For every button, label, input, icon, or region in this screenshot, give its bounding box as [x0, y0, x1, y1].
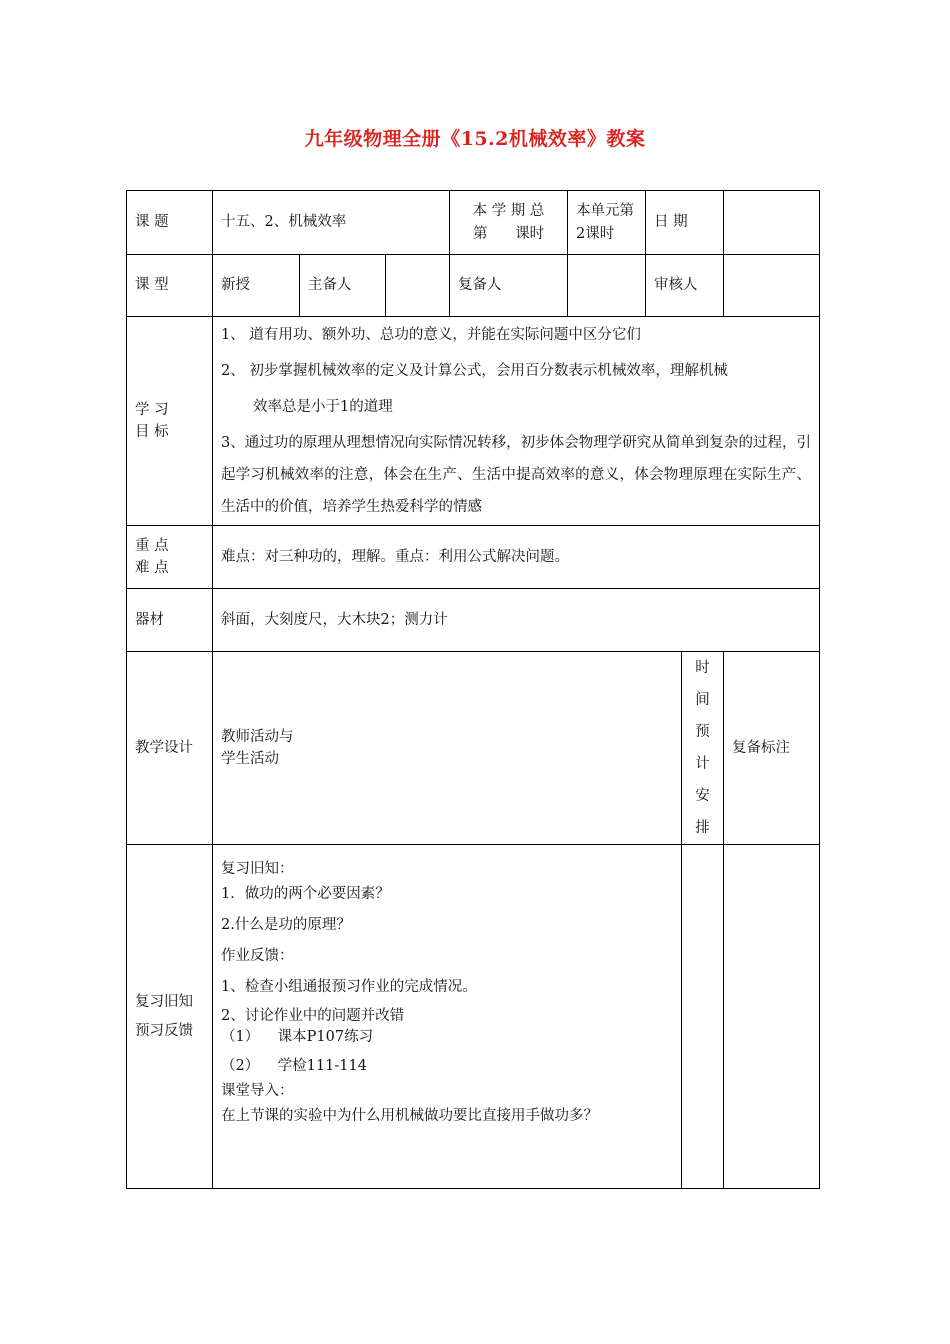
review-line: 2、讨论作业中的问题并改错 [221, 1008, 405, 1024]
label-lesson-type: 课 型 [127, 255, 213, 317]
goal-1: 1、 道有用功、额外功、总功的意义，并能在实际问题中区分它们 [221, 327, 641, 343]
reviewer-value [724, 255, 820, 317]
label-equipment: 器材 [127, 589, 213, 652]
row-lesson-type [127, 255, 820, 317]
key-label-line1: 重 点 [135, 537, 169, 554]
row-goals [127, 317, 820, 526]
lesson-plan-table [126, 190, 819, 1169]
review-line: 在上节课的实验中为什么用机械做功要比直接用手做功多？ [221, 1108, 598, 1124]
review-line: 2.什么是功的原理？ [221, 917, 351, 933]
review-line: （1） 课本P107练习 [221, 1029, 374, 1045]
co-prep-label: 复备人 [450, 255, 568, 317]
time-char: 间 [695, 692, 710, 708]
review-time [682, 845, 724, 1189]
main-prep-value [386, 255, 450, 317]
review-line: 课堂导入： [221, 1083, 294, 1099]
unit-line2: 2课时 [576, 225, 615, 242]
topic-value: 十五、2、机械效率 [213, 191, 450, 255]
reviewer-label: 审核人 [646, 255, 724, 317]
label-goals [127, 317, 213, 526]
review-line: 作业反馈： [221, 948, 294, 964]
date-label: 日 期 [646, 191, 724, 255]
period-line1: 本 学 期 总 [472, 203, 545, 220]
label-design: 教学设计 [127, 652, 213, 845]
date-value [724, 191, 820, 255]
review-line: 1、检查小组通报预习作业的完成情况。 [221, 979, 477, 995]
lesson-type-value: 新授 [213, 255, 300, 317]
row-review [127, 845, 820, 1189]
co-prep-value [568, 255, 646, 317]
label-topic: 课 题 [127, 191, 213, 255]
row-design [127, 652, 820, 845]
review-label-line2: 预习反馈 [135, 1022, 193, 1039]
goals-label-line2: 目 标 [135, 424, 169, 440]
design-activity [213, 652, 682, 845]
activity-line1: 教师活动与 [221, 728, 294, 745]
goal-2a: 2、 初步掌握机械效率的定义及计算公式，会用百分数表示机械效率，理解机械 [221, 363, 728, 379]
time-char: 预 [695, 724, 710, 740]
unit-period [568, 191, 646, 255]
goal-2b: 效率总是小于1的道理 [253, 399, 393, 415]
unit-line1: 本单元第 [576, 203, 635, 220]
review-label-line1: 复习旧知 [135, 994, 193, 1011]
time-char: 计 [695, 756, 710, 772]
row-equipment [127, 589, 820, 652]
label-key-points [127, 526, 213, 589]
remark-label: 复备标注 [724, 652, 820, 845]
equipment-text: 斜面，大刻度尺，大木块2；测力计 [213, 589, 820, 652]
row-topic [127, 191, 820, 255]
goals-content [213, 317, 820, 526]
time-schedule [682, 652, 724, 845]
review-line: 复习旧知： [221, 861, 294, 877]
goal-3: 3、通过功的原理从理想情况向实际情况转移，初步体会物理学研究从简单到复杂的过程，引起学习机械效率的注意，体会在生产、生活中提高效率的意义，体会物理原理在实际生产、生活中的价值，培养学生热爱科学的情感 [221, 435, 812, 515]
main-prep-label: 主备人 [300, 255, 386, 317]
activity-line2: 学生活动 [221, 751, 279, 767]
period-total [450, 191, 568, 255]
key-label-line2: 难 点 [135, 560, 169, 576]
review-remark [724, 845, 820, 1189]
review-line: （2） 学检111-114 [221, 1058, 367, 1074]
label-review [127, 845, 213, 1189]
document-title: 九年级物理全册《15.2机械效率》教案 [304, 128, 646, 150]
review-content [213, 845, 682, 1189]
time-char: 排 [695, 820, 710, 836]
time-char: 安 [695, 788, 710, 804]
row-key-points [127, 526, 820, 589]
goals-label-line1: 学 习 [135, 401, 169, 418]
time-char: 时 [695, 660, 710, 676]
period-line2: 第 课时 [472, 225, 545, 242]
key-points-text: 难点：对三种功的，理解。重点：利用公式解决问题。 [213, 526, 820, 589]
review-line: 1．做功的两个必要因素？ [221, 886, 390, 902]
